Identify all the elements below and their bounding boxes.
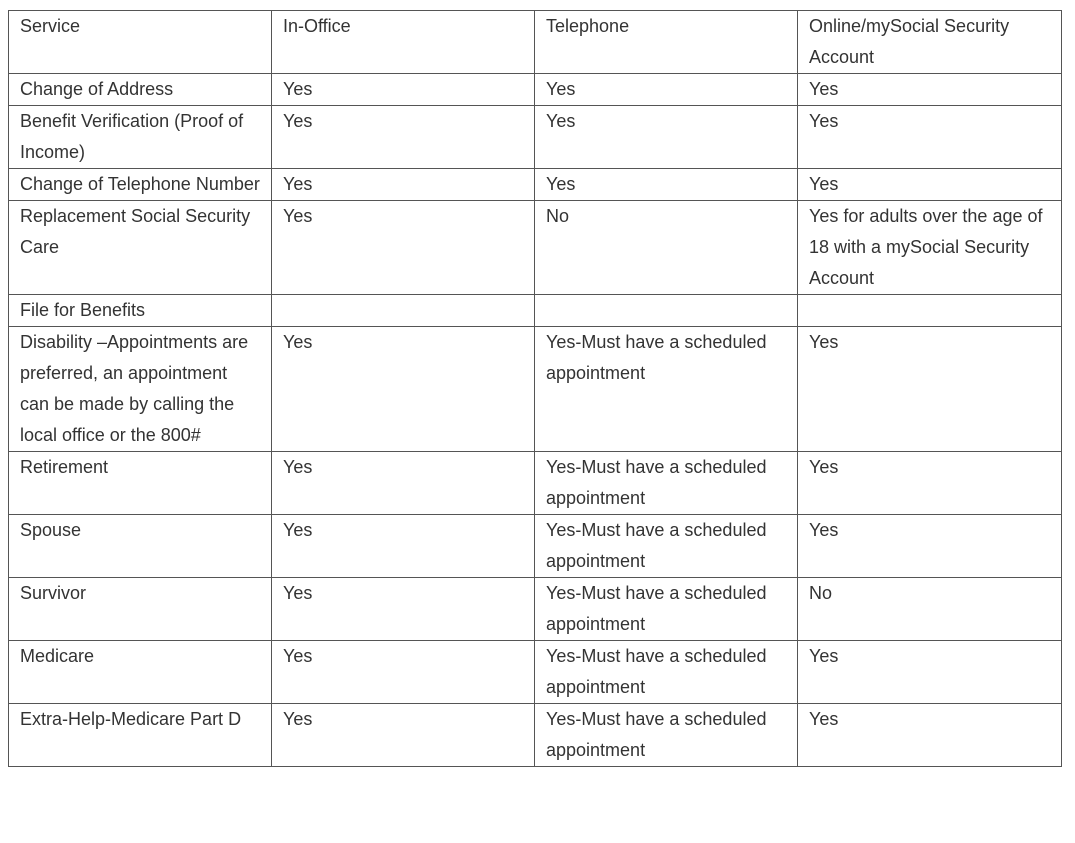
service-cell: Replacement Social Security Care bbox=[9, 201, 272, 295]
telephone-cell: Yes bbox=[535, 169, 798, 201]
online-cell: Yes bbox=[798, 641, 1062, 704]
service-cell: Change of Address bbox=[9, 74, 272, 106]
in-office-cell: Yes bbox=[272, 74, 535, 106]
telephone-cell: No bbox=[535, 201, 798, 295]
service-cell: Benefit Verification (Proof of Income) bbox=[9, 106, 272, 169]
service-cell: Extra-Help-Medicare Part D bbox=[9, 704, 272, 767]
table-row bbox=[9, 295, 1062, 327]
online-cell: Yes bbox=[798, 106, 1062, 169]
table-row bbox=[9, 169, 1062, 201]
table-row bbox=[9, 515, 1062, 578]
service-cell: Survivor bbox=[9, 578, 272, 641]
in-office-cell: Yes bbox=[272, 641, 535, 704]
online-cell: Yes bbox=[798, 327, 1062, 452]
table-row bbox=[9, 452, 1062, 515]
services-table bbox=[8, 10, 1062, 767]
service-cell: Disability –Appointments are preferred, an appointment can be made by calling the local office or the 800# bbox=[9, 327, 272, 452]
in-office-cell: Yes bbox=[272, 704, 535, 767]
online-cell bbox=[798, 295, 1062, 327]
telephone-cell bbox=[535, 295, 798, 327]
telephone-cell: Yes-Must have a scheduled appointment bbox=[535, 327, 798, 452]
table-row bbox=[9, 641, 1062, 704]
service-cell: Change of Telephone Number bbox=[9, 169, 272, 201]
header-telephone: Telephone bbox=[535, 11, 798, 74]
telephone-cell: Yes bbox=[535, 74, 798, 106]
in-office-cell: Yes bbox=[272, 327, 535, 452]
in-office-cell: Yes bbox=[272, 578, 535, 641]
telephone-cell: Yes-Must have a scheduled appointment bbox=[535, 515, 798, 578]
table-row bbox=[9, 201, 1062, 295]
in-office-cell bbox=[272, 295, 535, 327]
telephone-cell: Yes-Must have a scheduled appointment bbox=[535, 704, 798, 767]
telephone-cell: Yes-Must have a scheduled appointment bbox=[535, 452, 798, 515]
table-row bbox=[9, 578, 1062, 641]
telephone-cell: Yes-Must have a scheduled appointment bbox=[535, 578, 798, 641]
table-row bbox=[9, 74, 1062, 106]
service-cell: Medicare bbox=[9, 641, 272, 704]
online-cell: Yes bbox=[798, 515, 1062, 578]
telephone-cell: Yes bbox=[535, 106, 798, 169]
online-cell: Yes for adults over the age of 18 with a mySocial Security Account bbox=[798, 201, 1062, 295]
in-office-cell: Yes bbox=[272, 169, 535, 201]
header-service: Service bbox=[9, 11, 272, 74]
service-cell: Spouse bbox=[9, 515, 272, 578]
table-row bbox=[9, 327, 1062, 452]
telephone-cell: Yes-Must have a scheduled appointment bbox=[535, 641, 798, 704]
in-office-cell: Yes bbox=[272, 201, 535, 295]
online-cell: Yes bbox=[798, 704, 1062, 767]
service-cell: File for Benefits bbox=[9, 295, 272, 327]
header-in-office: In-Office bbox=[272, 11, 535, 74]
service-cell: Retirement bbox=[9, 452, 272, 515]
table-header-row bbox=[9, 11, 1062, 74]
online-cell: Yes bbox=[798, 452, 1062, 515]
table-row bbox=[9, 106, 1062, 169]
in-office-cell: Yes bbox=[272, 515, 535, 578]
online-cell: Yes bbox=[798, 169, 1062, 201]
header-online: Online/mySocial Security Account bbox=[798, 11, 1062, 74]
online-cell: Yes bbox=[798, 74, 1062, 106]
table-row bbox=[9, 704, 1062, 767]
online-cell: No bbox=[798, 578, 1062, 641]
in-office-cell: Yes bbox=[272, 452, 535, 515]
in-office-cell: Yes bbox=[272, 106, 535, 169]
